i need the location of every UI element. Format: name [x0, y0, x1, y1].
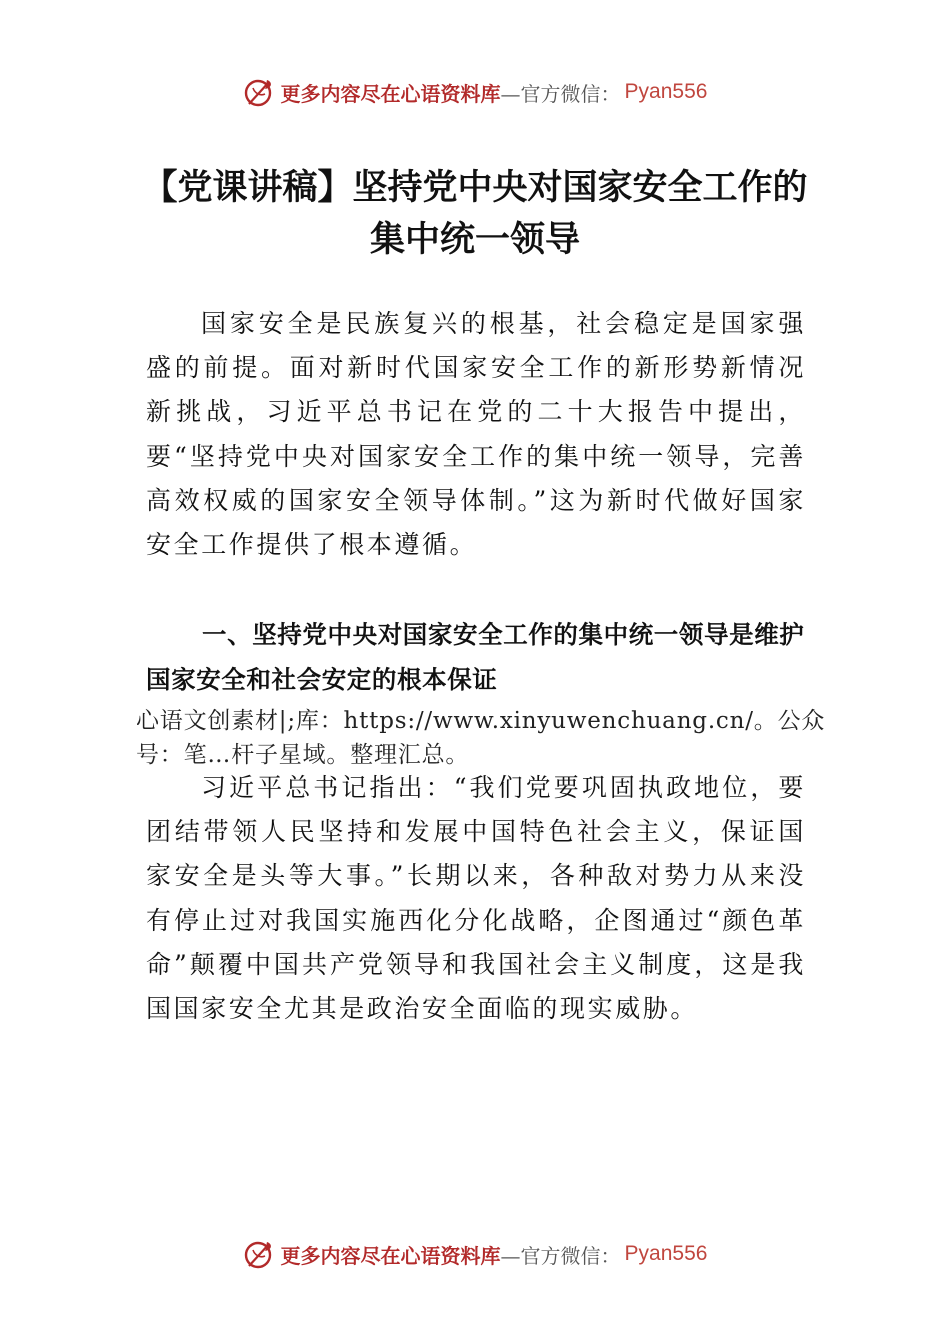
quill-seal-logo-icon	[243, 1238, 275, 1270]
footer-banner	[0, 1236, 950, 1272]
header-banner	[0, 74, 950, 110]
title-line-1: 【党课讲稿】坚持党中央对国家安全工作的	[142, 168, 808, 208]
source-note: 心语文创素材|;库：https://www.xinyuwenchuang.cn/。公众号：笔…杆子星域。整理汇总。	[136, 708, 826, 768]
footer-dash-text: —官方微信：	[500, 1243, 621, 1268]
footer-main-text: 更多内容尽在心语资料库	[280, 1243, 501, 1268]
quill-seal-logo-icon	[243, 76, 275, 108]
section-heading-1: 一、坚持党中央对国家安全工作的集中统一领导是维护国家安全和社会安定的根本保证	[146, 620, 805, 694]
banner-dash-text: —官方微信：	[500, 81, 621, 106]
footer-wechat-id: Pyan556	[624, 1242, 708, 1265]
paragraph-body: 习近平总书记指出：“我们党要巩固执政地位，要团结带领人民坚持和发展中国特色社会主义，保证国家安全是头等大事。”长期以来，各种敌对势力从来没有停止过对我国实施西化分化战略，企图通过“颜色革命”颠覆中国共产党领导和我国社会主义制度，这是我国国家安全尤其是政治安全面临的现实威胁。	[146, 773, 806, 1024]
title-line-2: 集中统一领导	[369, 220, 580, 260]
banner-main-text: 更多内容尽在心语资料库	[280, 81, 501, 106]
page-title	[120, 162, 830, 266]
banner-wechat-id: Pyan556	[624, 80, 708, 103]
paragraph-intro: 国家安全是民族复兴的根基，社会稳定是国家强盛的前提。面对新时代国家安全工作的新形势新情况新挑战，习近平总书记在党的二十大报告中提出，要“坚持党中央对国家安全工作的集中统一领导，完善高效权威的国家安全领导体制。”这为新时代做好国家安全工作提供了根本遵循。	[146, 309, 806, 560]
